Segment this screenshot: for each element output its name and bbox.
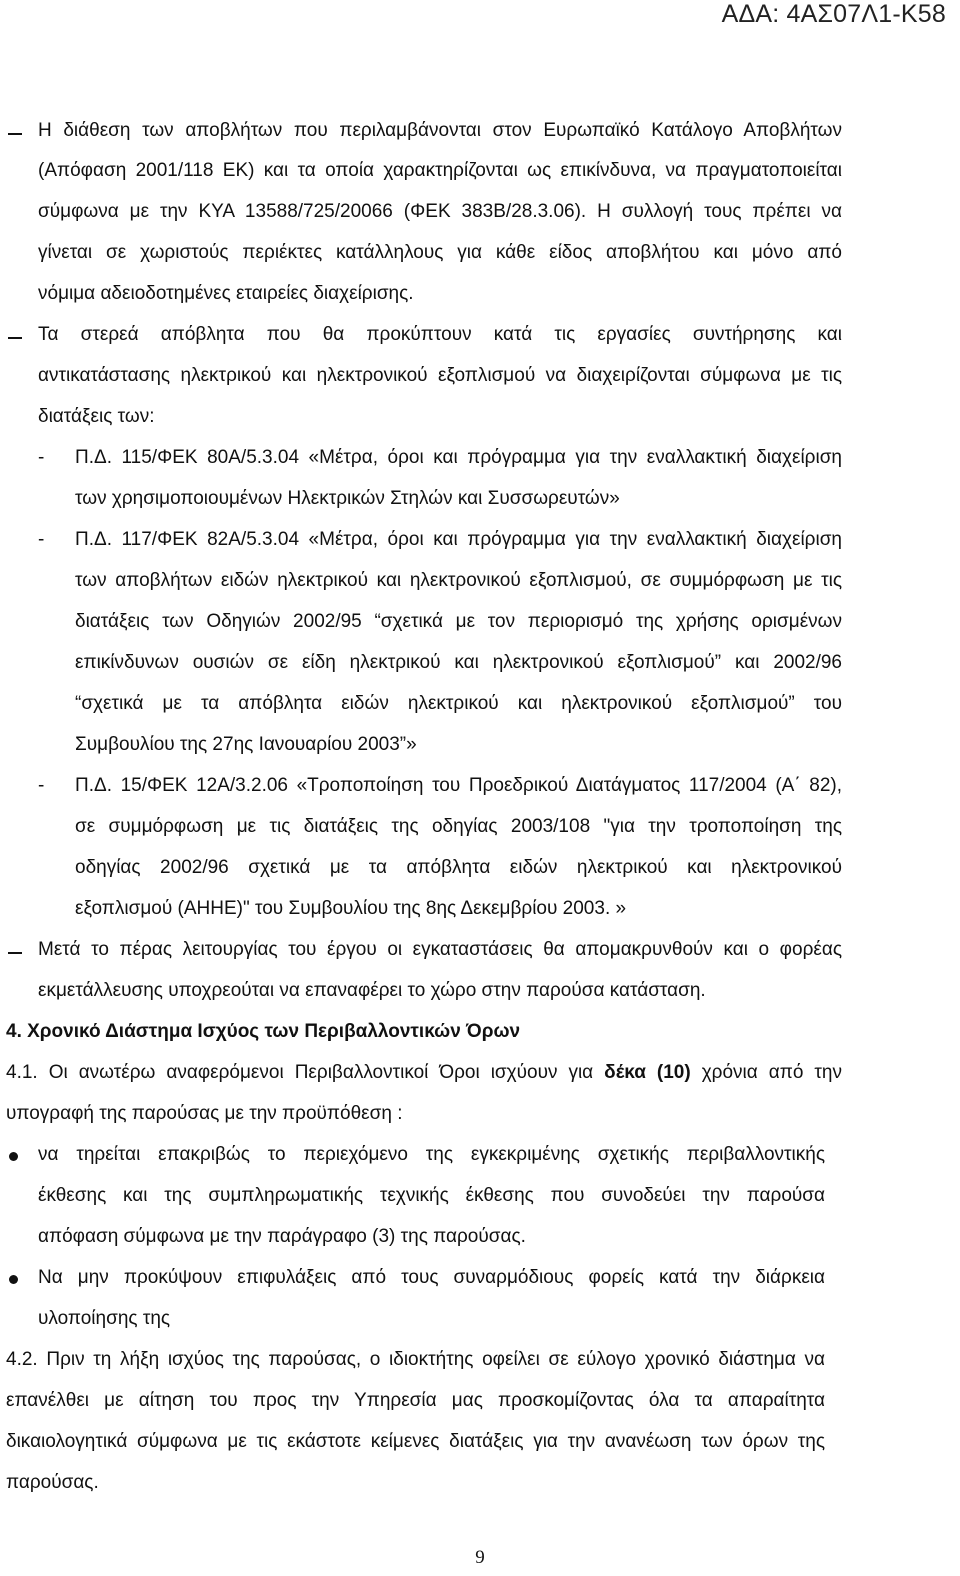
text-line: των χρησιμοποιουμένων Ηλεκτρικών Στηλών και Συσσωρευτών» [75, 488, 620, 509]
text-line: διατάξεις των Οδηγιών 2002/95 “σχετικά με τον περιορισμό της χρήσης ορισμένων [75, 611, 842, 632]
dash-bullet [8, 952, 22, 954]
text-line: υλοποίησης της [38, 1308, 171, 1329]
page-number: 9 [475, 1547, 485, 1568]
text-line: 4.2. Πριν τη λήξη ισχύος της παρούσας, ο ιδιοκτήτης οφείλει σε εύλογο χρονικό διάστημα να [6, 1349, 825, 1370]
text-line: αντικατάστασης ηλεκτρικού και ηλεκτρονικού εξοπλισμού να διαχειρίζονται σύμφωνα με τις [38, 365, 842, 386]
text-line: διατάξεις των: [38, 406, 155, 427]
p41-bold: δέκα (10) [604, 1062, 691, 1083]
text-line: απόφαση σύμφωνα με την παράγραφο (3) της παρούσας. [38, 1226, 526, 1247]
sub-item-marker: - [38, 775, 45, 796]
text-line: Να μην προκύψουν επιφυλάξεις από τους συναρμόδιους φορείς κατά την διάρκεια [38, 1267, 825, 1288]
text-line: Η διάθεση των αποβλήτων που περιλαμβάνονται στον Ευρωπαϊκό Κατάλογο Αποβλήτων [38, 120, 842, 141]
text-line: “σχετικά με τα απόβλητα ειδών ηλεκτρικού και ηλεκτρονικού εξοπλισμού” του [75, 693, 842, 714]
text-line: σύμφωνα με την ΚΥΑ 13588/725/20066 (ΦΕΚ 383Β/28.3.06). Η συλλογή τους πρέπει να [38, 201, 842, 222]
text-line: Συμβουλίου της 27ης Ιανουαρίου 2003”» [75, 734, 417, 755]
section-heading: 4. Χρονικό Διάστημα Ισχύος των Περιβαλλοντικών Όρων [6, 1021, 521, 1042]
text-line: εκμετάλλευσης υποχρεούται να επαναφέρει το χώρο στην παρούσα κατάσταση. [38, 980, 706, 1001]
text-line: παρούσας. [6, 1472, 99, 1493]
text-line [6, 1061, 842, 1085]
text-line: δικαιολογητικά σύμφωνα με τις εκάστοτε κείμενες διατάξεις για την ανανέωση των όρων της [6, 1431, 825, 1452]
sub-item-marker: - [38, 529, 45, 550]
text-line: Π.Δ. 115/ΦΕΚ 80Α/5.3.04 «Μέτρα, όροι και πρόγραμμα για την εναλλακτική διαχείριση [75, 447, 842, 468]
text-line: (Απόφαση 2001/118 ΕΚ) και τα οποία χαρακτηρίζονται ως επικίνδυνα, να πραγματοποιείται [38, 160, 842, 181]
text-line: έκθεσης και της συμπληρωματικής τεχνικής έκθεσης που συνοδεύει την παρούσα [38, 1185, 825, 1206]
sub-item-marker: - [38, 447, 45, 468]
text-line: των αποβλήτων ειδών ηλεκτρικού και ηλεκτρονικού εξοπλισμού, σε συμμόρφωση με τις [75, 570, 842, 591]
text-line: οδηγίας 2002/96 σχετικά με τα απόβλητα ειδών ηλεκτρικού και ηλεκτρονικού [75, 857, 842, 878]
dash-bullet [8, 337, 22, 339]
ada-code: ΑΔΑ: 4ΑΣ07Λ1-Κ58 [721, 0, 946, 28]
text-line: Π.Δ. 15/ΦΕΚ 12Α/3.2.06 «Τροποποίηση του Προεδρικού Διατάγματος 117/2004 (Α΄ 82), [75, 775, 842, 796]
bullet-dot [9, 1152, 18, 1161]
text-line: να τηρείται επακριβώς το περιεχόμενο της εγκεκριμένης σχετικής περιβαλλοντικής [38, 1144, 825, 1165]
text-line: επανέλθει με αίτηση του προς την Υπηρεσία μας προσκομίζοντας όλα τα απαραίτητα [6, 1390, 825, 1411]
text-line: επικίνδυνων ουσιών σε είδη ηλεκτρικού και ηλεκτρονικού εξοπλισμού” και 2002/96 [75, 652, 842, 673]
text-line: υπογραφή της παρούσας με την προϋπόθεση : [6, 1103, 403, 1124]
p41-after: χρόνια από την [690, 1062, 842, 1083]
text-line: Μετά το πέρας λειτουργίας του έργου οι εγκαταστάσεις θα απομακρυνθούν και ο φορέας [38, 939, 842, 960]
p41-before: 4.1. Οι ανωτέρω αναφερόμενοι Περιβαλλοντικοί Όροι ισχύουν για [6, 1062, 605, 1083]
text-line: Π.Δ. 117/ΦΕΚ 82Α/5.3.04 «Μέτρα, όροι και πρόγραμμα για την εναλλακτική διαχείριση [75, 529, 842, 550]
bullet-dot [9, 1275, 18, 1284]
text-line: σε συμμόρφωση με τις διατάξεις της οδηγίας 2003/108 "για την τροποποίηση της [75, 816, 842, 837]
text-line: νόμιμα αδειοδοτημένες εταιρείες διαχείρισης. [38, 283, 414, 304]
text-line: εξοπλισμού (ΑΗΗΕ)" του Συμβουλίου της 8ης Δεκεμβρίου 2003. » [75, 898, 627, 919]
text-line: γίνεται σε χωριστούς περιέκτες κατάλληλους για κάθε είδος αποβλήτου και μόνο από [38, 242, 842, 263]
dash-bullet [8, 133, 22, 135]
text-line: Τα στερεά απόβλητα που θα προκύπτουν κατά τις εργασίες συντήρησης και [38, 324, 842, 345]
